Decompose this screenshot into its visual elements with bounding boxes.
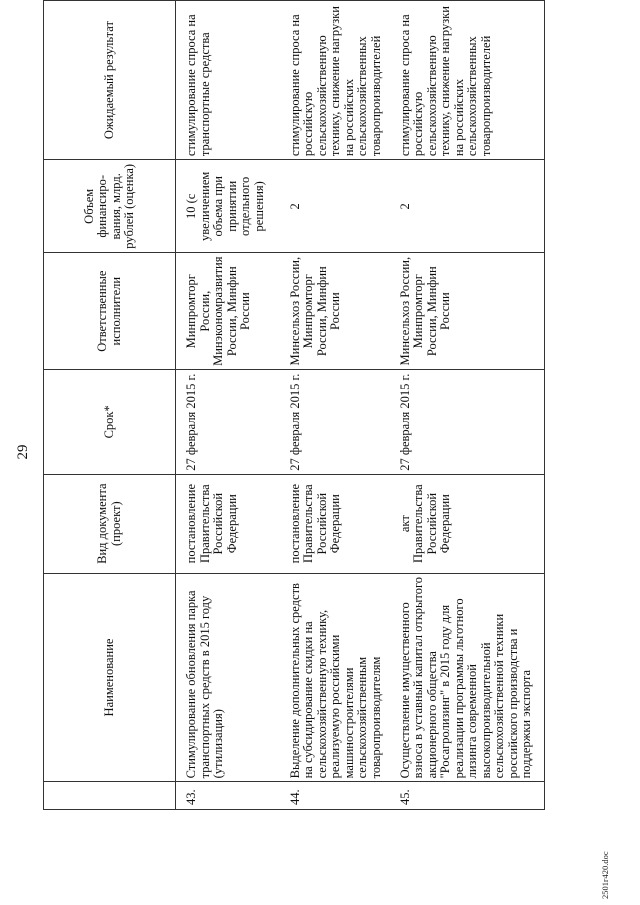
row-name: Стимулирование обновления парка транспортных средств в 2015 году (утилизация) <box>176 573 280 782</box>
row-term: 27 февраля 2015 г. <box>280 369 390 474</box>
col-header-responsible: Ответственные исполнители <box>44 253 176 369</box>
row-result: стимулирование спроса на транспортные средства <box>176 1 280 160</box>
footer-filename: 2501г420.doc <box>600 851 610 899</box>
col-header-number <box>44 782 176 810</box>
row-number: 43. <box>176 782 280 810</box>
row-responsible: Минпромторг России, Минэкономразвития России, Минфин России <box>176 253 280 369</box>
row-funding: 2 <box>390 160 545 253</box>
measures-table <box>43 0 545 810</box>
row-responsible: Минсельхоз России, Минпромторг России, Минфин России <box>280 253 390 369</box>
row-doc-type: акт Правительства Российской Федерации <box>390 474 545 573</box>
table-row <box>280 1 390 810</box>
row-doc-type: постановление Правительства Российской Федерации <box>176 474 280 573</box>
col-header-term: Срок* <box>44 369 176 474</box>
row-number: 45. <box>390 782 545 810</box>
col-header-funding: Объем финансиро-вания, млрд. рублей (оценка) <box>44 160 176 253</box>
row-result: стимулирование спроса на российскую сельскохозяйственную технику, снижение нагрузки на российских сельскохозяйственных товаропроизводителей <box>390 1 545 160</box>
col-header-result: Ожидаемый результат <box>44 1 176 160</box>
row-name: Осуществление имущественного взноса в уставный капитал открытого акционерного общества "Росагролизинг" в 2015 году для реализации программы льготного лизинга современной высокопроизводительной сельскохозяйственной техники российского производства и поддержки экспорта <box>390 573 545 782</box>
row-funding: 10 (с увеличением объема при принятии отдельного решения) <box>176 160 280 253</box>
col-header-doc-type: Вид документа (проект) <box>44 474 176 573</box>
row-number: 44. <box>280 782 390 810</box>
row-doc-type: постановление Правительства Российской Федерации <box>280 474 390 573</box>
row-term: 27 февраля 2015 г. <box>176 369 280 474</box>
row-funding: 2 <box>280 160 390 253</box>
row-result: стимулирование спроса на российскую сельскохозяйственную технику, снижение нагрузки на российских сельскохозяйственных товаропроизводителей <box>280 1 390 160</box>
row-name: Выделение дополнительных средств на субсидирование скидки на сельскохозяйственную технику, реализуемую российскими машиностроителями сельскохозяйственным товаропроизводителям <box>280 573 390 782</box>
table-row <box>176 1 280 810</box>
table-row <box>390 1 545 810</box>
table-header-row <box>44 1 176 810</box>
row-responsible: Минсельхоз России, Минпромторг России, Минфин России <box>390 253 545 369</box>
col-header-name: Наименование <box>44 573 176 782</box>
page-number: 29 <box>15 444 31 460</box>
row-term: 27 февраля 2015 г. <box>390 369 545 474</box>
